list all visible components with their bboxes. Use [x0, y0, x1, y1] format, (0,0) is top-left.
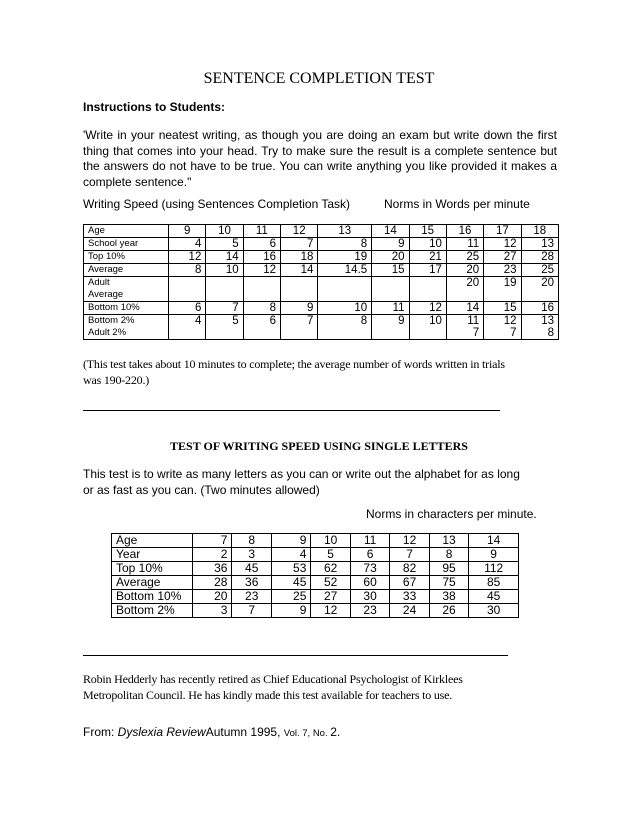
table-cell	[446, 315, 483, 340]
table-cell	[206, 315, 243, 340]
table-cell: 7	[193, 534, 232, 548]
cell-value: 9	[306, 302, 314, 314]
table-cell: 28	[193, 576, 232, 590]
cell-value: 8	[194, 264, 202, 276]
instructions-text: 'Write in your neatest writing, as though you are doing an exam but write down the first thing that comes into your head. Try to make sure the result is a complete sentence but the answers do not have to be true. You can write anything you like provided it makes a complete sentence."	[83, 128, 557, 189]
cell-value: 18	[300, 251, 314, 263]
cell-value: 9	[398, 238, 405, 250]
cell-value: 5	[232, 315, 239, 327]
table-row	[84, 251, 559, 264]
table-row	[112, 534, 519, 548]
cell-value: 20	[466, 264, 480, 276]
table-cell	[169, 238, 206, 251]
table-cell	[409, 277, 446, 302]
cell-value: 16	[458, 225, 472, 237]
cell-value: 8	[360, 315, 368, 327]
table-cell	[318, 225, 372, 238]
table-cell: 8	[429, 548, 468, 562]
table-cell: 6	[350, 548, 389, 562]
table-cell	[318, 251, 372, 264]
section-divider	[83, 410, 500, 411]
table-row	[84, 302, 559, 315]
table-cell: 2	[193, 548, 232, 562]
table-cell: 30	[350, 590, 389, 604]
letters-norms-table	[111, 533, 519, 618]
table-cell: 95	[429, 562, 468, 576]
cell-value: 11	[392, 302, 405, 314]
table-cell	[484, 251, 521, 264]
table-cell	[243, 238, 280, 251]
table-row	[112, 604, 519, 618]
table-cell	[243, 277, 280, 302]
source-citation	[83, 725, 340, 739]
cell-value: 7	[232, 302, 239, 314]
table-cell	[243, 315, 280, 340]
table-cell	[409, 225, 446, 238]
table-cell	[484, 315, 521, 340]
cell-value: 12	[292, 225, 306, 237]
cell-value: 25	[466, 251, 480, 263]
cell-value: 19	[354, 251, 368, 263]
table-cell	[521, 315, 558, 340]
cell-value: 15	[421, 225, 435, 237]
table-cell: 45	[271, 576, 310, 590]
cell-value: 19	[503, 277, 517, 289]
table-cell	[281, 264, 318, 277]
table-cell: 12	[390, 534, 429, 548]
table-cell: 11	[350, 534, 389, 548]
cell-value: 10	[354, 302, 368, 314]
norms-words-label: Norms in Words per minute	[384, 197, 530, 211]
table-cell	[318, 264, 372, 277]
table-row	[112, 562, 519, 576]
table-cell: 20	[193, 590, 232, 604]
table-cell	[409, 251, 446, 264]
table-cell	[372, 302, 409, 315]
cell-value: 23	[503, 264, 517, 276]
cell-value: 6	[269, 315, 277, 327]
cell-value: 5	[232, 238, 239, 250]
cell-value: 12	[429, 302, 442, 314]
letters-test-heading: TEST OF WRITING SPEED USING SINGLE LETTERS	[170, 439, 468, 453]
table-cell	[206, 264, 243, 277]
cell-value: 7	[306, 238, 314, 250]
author-credit: Robin Hedderly has recently retired as Chief Educational Psychologist of Kirklees Metropolitan Council. He has kindly made this test available for teachers to use.	[83, 672, 463, 702]
row-label-text: Age	[88, 225, 105, 236]
table-row	[84, 315, 559, 340]
cell-value: 15	[503, 302, 517, 314]
cell-value: 16	[263, 251, 277, 263]
row-label: Bottom 10%	[112, 590, 193, 604]
table-cell	[243, 225, 280, 238]
table-cell	[372, 277, 409, 302]
issue-number: 2.	[330, 725, 341, 739]
cell-value: 21	[429, 251, 442, 263]
table-cell	[206, 277, 243, 302]
table-cell	[318, 238, 372, 251]
letters-test-description: This test is to write as many letters as you can or write out the alphabet for as long or as fast as you can. (Two minutes allowed)	[83, 467, 520, 497]
table-cell	[521, 251, 558, 264]
table-cell	[409, 238, 446, 251]
test-duration-note: (This test takes about 10 minutes to complete; the average number of words written in trials was 190-220.)	[83, 357, 505, 387]
cell-value: 14	[300, 264, 314, 276]
table-cell	[281, 277, 318, 302]
footer-divider	[83, 655, 508, 656]
cell-value: 15	[391, 264, 405, 276]
row-label-text: Top 10%	[88, 251, 125, 262]
page-title: SENTENCE COMPLETION TEST	[203, 70, 435, 87]
cell-value: 14	[225, 251, 239, 263]
table-cell: 3	[232, 548, 271, 562]
table-cell	[243, 264, 280, 277]
table-cell	[281, 251, 318, 264]
table-cell	[521, 264, 558, 277]
table-cell	[243, 302, 280, 315]
cell-value: 11	[467, 238, 480, 250]
table-cell: 8	[232, 534, 271, 548]
table-cell: 75	[429, 576, 468, 590]
cell-value: 7	[472, 327, 480, 339]
table-row	[84, 277, 559, 302]
table-cell	[446, 225, 483, 238]
table-cell	[281, 315, 318, 340]
table-cell	[169, 264, 206, 277]
table-cell: 53	[271, 562, 310, 576]
table-cell	[446, 264, 483, 277]
cell-value: 8	[269, 302, 277, 314]
table-cell	[484, 302, 521, 315]
issue-date: Autumn 1995,	[205, 725, 284, 739]
cell-value: 7	[510, 327, 517, 339]
table-cell: 23	[232, 590, 271, 604]
table-cell	[521, 277, 558, 302]
cell-value: 12	[503, 238, 517, 250]
table-cell	[372, 238, 409, 251]
row-label: Age	[112, 534, 193, 548]
table-cell: 9	[271, 604, 310, 618]
table-row	[84, 225, 559, 238]
row-label	[84, 302, 169, 315]
table-row	[84, 264, 559, 277]
cell-value: 13	[541, 315, 554, 327]
table-cell: 73	[350, 562, 389, 576]
table-cell: 85	[469, 576, 519, 590]
table-cell: 33	[390, 590, 429, 604]
table-cell	[521, 238, 558, 251]
cell-value: 14	[466, 302, 480, 314]
writing-speed-label: Writing Speed (using Sentences Completion Task)	[83, 197, 351, 211]
table-cell	[521, 225, 558, 238]
table-cell: 13	[429, 534, 468, 548]
table-row	[112, 576, 519, 590]
table-cell	[281, 225, 318, 238]
cell-value: 18	[533, 225, 547, 237]
table-cell: 30	[469, 604, 519, 618]
cell-value: 28	[541, 251, 554, 263]
row-label: Average	[112, 576, 193, 590]
table-cell: 26	[429, 604, 468, 618]
table-cell	[169, 251, 206, 264]
row-label	[84, 225, 169, 238]
table-cell	[169, 277, 206, 302]
table-cell	[446, 251, 483, 264]
table-cell: 60	[350, 576, 389, 590]
table-cell: 62	[311, 562, 350, 576]
row-label: Year	[112, 548, 193, 562]
cell-value: 11	[255, 225, 268, 237]
table-cell	[206, 302, 243, 315]
sentence-norms-table	[83, 224, 559, 340]
table-cell	[484, 277, 521, 302]
cell-value: 12	[263, 264, 277, 276]
row-label	[84, 251, 169, 264]
table-cell: 112	[469, 562, 519, 576]
cell-value: 17	[429, 264, 442, 276]
cell-value: 8	[360, 238, 368, 250]
table-cell: 4	[271, 548, 310, 562]
table-cell	[206, 238, 243, 251]
cell-value: 14	[383, 225, 397, 237]
row-label	[84, 264, 169, 277]
table-row	[112, 590, 519, 604]
table-cell	[206, 225, 243, 238]
cell-value: 20	[391, 251, 405, 263]
cell-value: 8	[547, 327, 554, 339]
table-cell: 36	[232, 576, 271, 590]
table-cell	[372, 251, 409, 264]
cell-value: 6	[269, 238, 277, 250]
table-cell: 82	[390, 562, 429, 576]
cell-value: 7	[306, 315, 314, 327]
table-cell: 23	[350, 604, 389, 618]
cell-value: 12	[503, 315, 517, 327]
cell-value: 16	[541, 302, 554, 314]
row-label	[84, 238, 169, 251]
cell-value: 4	[194, 238, 202, 250]
cell-value: 4	[194, 315, 202, 327]
table-cell: 45	[232, 562, 271, 576]
row-label-text: Bottom 10%	[88, 302, 140, 313]
row-label-text: Average	[88, 289, 124, 300]
table-cell	[409, 302, 446, 315]
table-row	[112, 548, 519, 562]
table-row	[84, 238, 559, 251]
table-cell	[281, 238, 318, 251]
cell-value: 10	[429, 238, 442, 250]
cell-value: 11	[467, 315, 480, 327]
journal-name: Dyslexia Review	[117, 725, 206, 739]
row-label-text: Average	[88, 264, 124, 275]
row-label	[84, 277, 169, 302]
instructions-heading: Instructions to Students:	[83, 100, 225, 114]
table-cell	[446, 238, 483, 251]
table-cell	[318, 315, 372, 340]
table-cell	[409, 315, 446, 340]
table-cell	[169, 302, 206, 315]
row-label-text: Bottom 2%	[88, 315, 135, 326]
cell-value: 9	[183, 225, 191, 237]
table-cell	[446, 277, 483, 302]
table-cell	[206, 251, 243, 264]
cell-value: 13	[338, 225, 352, 237]
cell-value: 9	[398, 315, 405, 327]
table-cell	[243, 251, 280, 264]
table-cell: 67	[390, 576, 429, 590]
table-cell: 3	[193, 604, 232, 618]
table-cell: 24	[390, 604, 429, 618]
table-cell	[372, 315, 409, 340]
table-cell: 12	[311, 604, 350, 618]
table-cell: 27	[311, 590, 350, 604]
row-label: Bottom 2%	[112, 604, 193, 618]
row-label-text: Adult 2%	[88, 327, 127, 338]
cell-value: 14.5	[344, 264, 368, 276]
table-cell: 52	[311, 576, 350, 590]
row-label: Top 10%	[112, 562, 193, 576]
cell-value: 10	[429, 315, 442, 327]
table-cell: 36	[193, 562, 232, 576]
table-cell	[372, 225, 409, 238]
table-cell	[484, 238, 521, 251]
table-cell: 25	[271, 590, 310, 604]
table-cell: 5	[311, 548, 350, 562]
table-cell	[521, 302, 558, 315]
source-prefix: From:	[83, 725, 118, 739]
row-label-text: School year	[88, 238, 139, 249]
table-cell: 9	[271, 534, 310, 548]
cell-value: 20	[466, 277, 480, 289]
cell-value: 6	[194, 302, 202, 314]
cell-value: 27	[503, 251, 517, 263]
table-cell	[281, 302, 318, 315]
cell-value: 25	[541, 264, 554, 276]
cell-value: 10	[225, 264, 239, 276]
table-cell	[446, 302, 483, 315]
norms-characters-label: Norms in characters per minute.	[366, 507, 537, 521]
cell-value: 10	[218, 225, 231, 237]
table-cell: 38	[429, 590, 468, 604]
cell-value: 13	[541, 238, 554, 250]
table-cell	[484, 225, 521, 238]
table-cell	[169, 225, 206, 238]
cell-value: 12	[188, 251, 202, 263]
table-cell: 7	[390, 548, 429, 562]
table-cell	[318, 302, 372, 315]
table-cell: 10	[311, 534, 350, 548]
table-cell: 9	[469, 548, 519, 562]
row-label	[84, 315, 169, 340]
volume-number: Vol. 7, No.	[283, 728, 331, 739]
table-cell	[409, 264, 446, 277]
cell-value: 17	[495, 225, 509, 237]
cell-value: 20	[541, 277, 554, 289]
table-cell	[372, 264, 409, 277]
table-cell	[318, 277, 372, 302]
table-cell: 45	[469, 590, 519, 604]
table-cell: 7	[232, 604, 271, 618]
table-cell	[484, 264, 521, 277]
table-cell	[169, 315, 206, 340]
row-label-text: Adult	[88, 277, 110, 288]
table-cell: 14	[469, 534, 519, 548]
